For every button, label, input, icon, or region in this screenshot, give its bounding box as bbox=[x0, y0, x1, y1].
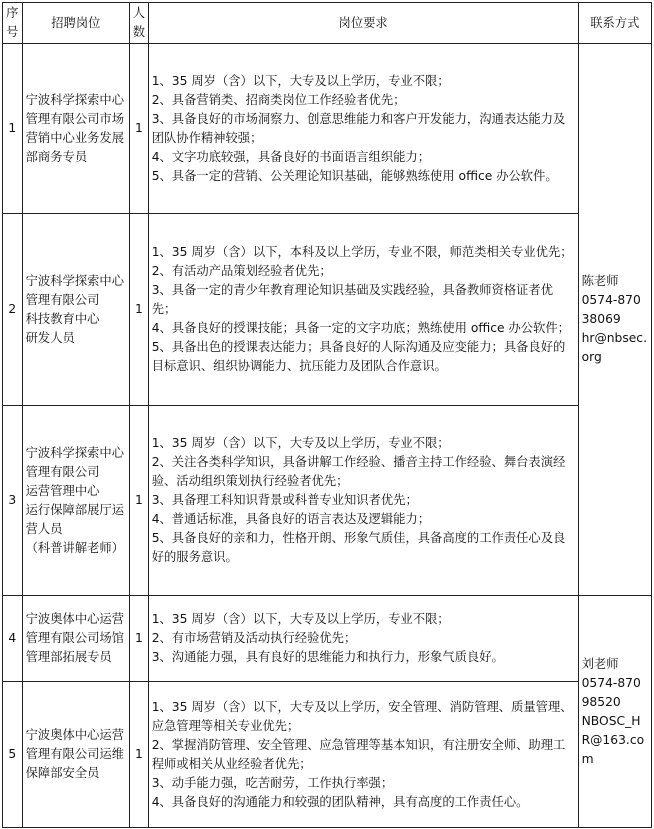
row-position: 宁波奥体中心运营管理有限公司运维保障部安全员 bbox=[22, 682, 129, 828]
contact-name: 刘老师 bbox=[581, 656, 619, 671]
row-count: 1 bbox=[130, 596, 149, 682]
contact-email: NBOSC_HR@163.com bbox=[581, 713, 645, 766]
contact-name: 陈老师 bbox=[581, 274, 619, 288]
table-row bbox=[3, 214, 652, 406]
header-count: 人数 bbox=[130, 3, 149, 44]
table-row bbox=[3, 682, 652, 828]
row-no: 1 bbox=[3, 44, 23, 214]
header-row bbox=[3, 3, 652, 44]
row-no: 4 bbox=[3, 596, 23, 682]
table-row bbox=[3, 406, 652, 596]
contact-phone: 0574-87038069 bbox=[581, 293, 641, 326]
header-contact: 联系方式 bbox=[578, 3, 651, 44]
contact-cell bbox=[578, 596, 651, 828]
contact-phone: 0574-87098520 bbox=[581, 675, 641, 709]
row-count: 1 bbox=[130, 682, 149, 828]
row-requirements: 1、35 周岁（含）以下，大专及以上学历，专业不限； 2、具备营销类、招商类岗位工作经验者优先； 3、具备良好的市场洞察力、创意思维能力和客户开发能力，沟通表达能力及团队协作精神较强； 4、文字功底较强，具备良好的书面语言组织能力； 5、具备一定的营销、公关理论知识基础，能够熟练使用 office 办公软件。 bbox=[148, 44, 578, 214]
contact-cell bbox=[578, 44, 651, 596]
contact-email: hr@nbsec.org bbox=[581, 331, 647, 364]
row-no: 2 bbox=[3, 214, 23, 406]
row-requirements: 1、35 周岁（含）以下，大专及以上学历，安全管理、消防管理、质量管理、应急管理等相关专业优先； 2、掌握消防管理、安全管理、应急管理等基本知识，有注册安全师、助理工程师或相关从业经验者优先； 3、动手能力强，吃苦耐劳，工作执行率强； 4、具备良好的沟通能力和较强的团队精神，具有高度的工作责任心。 bbox=[148, 682, 578, 828]
row-count: 1 bbox=[130, 44, 149, 214]
table-row bbox=[3, 596, 652, 682]
header-requirements: 岗位要求 bbox=[148, 3, 578, 44]
header-position: 招聘岗位 bbox=[22, 3, 129, 44]
row-count: 1 bbox=[130, 214, 149, 406]
row-requirements: 1、35 周岁（含）以下，大专及以上学历，专业不限； 2、关注各类科学知识，具备讲解工作经验、播音主持工作经验、舞台表演经验、活动组织策划执行经验者优先； 3、具备理工科知识背景或科普专业知识者优先； 4、普通话标准，具备良好的语言表达及逻辑能力； 5、具备良好的亲和力，性格开朗、形象气质佳，具备高度的工作责任心及良好的服务意识。 bbox=[148, 406, 578, 596]
row-position: 宁波奥体中心运营管理有限公司场馆管理部拓展专员 bbox=[22, 596, 129, 682]
table-row bbox=[3, 44, 652, 214]
row-no: 3 bbox=[3, 406, 23, 596]
row-position: 宁波科学探索中心 管理有限公司市场 营销中心业务发展部商务专员 bbox=[22, 44, 129, 214]
row-position: 宁波科学探索中心 管理有限公司 运营管理中心 运行保障部展厅运营人员 （科普讲解老师） bbox=[22, 406, 129, 596]
row-requirements: 1、35 周岁（含）以下，大专及以上学历，专业不限； 2、有市场营销及活动执行经验优先； 3、沟通能力强，具有良好的思维能力和执行力，形象气质良好。 bbox=[148, 596, 578, 682]
row-requirements: 1、35 周岁（含）以下，本科及以上学历，专业不限，师范类相关专业优先； 2、有活动产品策划经验者优先； 3、具备一定的青少年教育理论知识基础及实践经验，具备教师资格证者优先； 4、具备良好的授课技能；具备一定的文字功底；熟练使用 office 办公软件； 5、具备出色的授课表达能力；具备良好的人际沟通及应变能力；具备良好的目标意识、组织协调能力、抗压能力及团队合作意识。 bbox=[148, 214, 578, 406]
row-no: 5 bbox=[3, 682, 23, 828]
recruitment-table bbox=[2, 2, 652, 828]
header-no: 序号 bbox=[3, 3, 23, 44]
row-count: 1 bbox=[130, 406, 149, 596]
row-position: 宁波科学探索中心 管理有限公司 科技教育中心 研发人员 bbox=[22, 214, 129, 406]
